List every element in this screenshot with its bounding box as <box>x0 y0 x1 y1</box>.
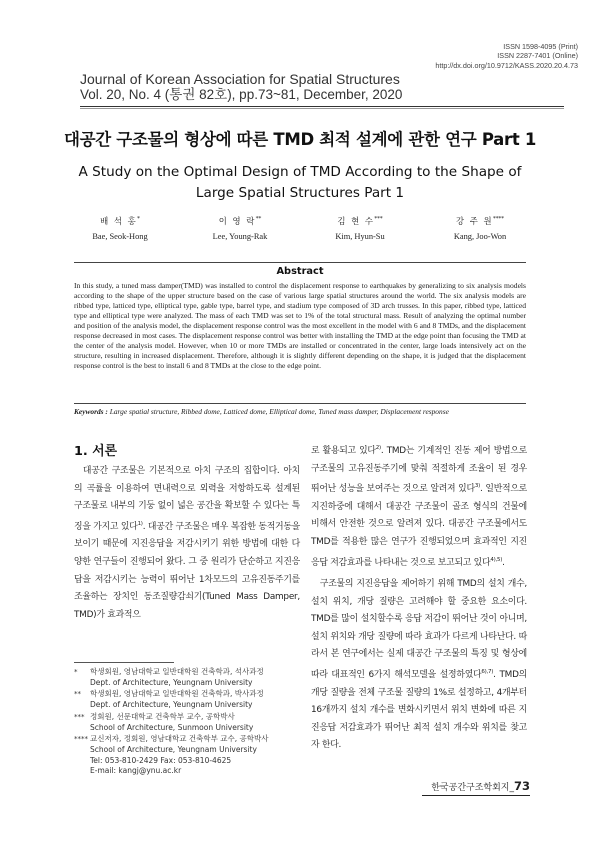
abstract-rule-bottom <box>74 403 526 404</box>
footnote-mark: * <box>74 668 78 676</box>
footnote-line: School of Architecture, Sunmoon University <box>90 722 254 732</box>
author-mark: **** <box>493 216 505 222</box>
footnote <box>74 689 300 710</box>
author-name-ko: 김 현 수 <box>337 215 375 226</box>
author-mark: * <box>137 216 140 222</box>
journal-volume: Vol. 20, No. 4 (통권 82호), pp.73~81, December, 2020 <box>80 87 403 102</box>
author-name-ko: 이 영 락 <box>218 215 256 226</box>
citation: 4),5) <box>490 556 503 563</box>
header-rule <box>80 106 564 107</box>
footer-journal: 한국공간구조학회지_ <box>431 783 514 793</box>
author-name-en: Bae, Seok-Hong <box>92 231 148 241</box>
footnote-line: Dept. of Architecture, Yeungnam University <box>90 677 253 687</box>
author-name-ko: 강 주 원 <box>455 215 494 226</box>
doi-link[interactable]: http://dx.doi.org/10.9712/KASS.2020.20.4.73 <box>435 60 578 70</box>
footnote-line: 정회원, 선문대학교 건축학부 교수, 공학박사 <box>90 711 235 721</box>
citation: 6),7) <box>481 669 494 676</box>
author-1 <box>60 213 180 243</box>
paragraph-text: . TMD는 기계적인 진동 제어 방법으로 구조물의 고유진동주기에 맞춰 적절하게 조율이 된 경우 뛰어난 성능을 보여주는 것으로 알려져 있다 <box>311 445 527 495</box>
paragraph <box>74 463 300 624</box>
keywords-label: Keywords : <box>74 407 110 416</box>
abstract-rule-top <box>74 262 526 263</box>
footnote <box>74 667 300 688</box>
author-mark: *** <box>374 216 383 222</box>
footnote-line: Dept. of Architecture, Yeungnam University <box>90 700 253 710</box>
paragraph-text: . 일반적으로 지진하중에 대해서 대공간 구조물이 골조 형식의 건물에 비해서 안전한 것으로 알려져 있다. 대공간 구조물에서도 TMD를 적용한 많은 연구가 진행되었으며 효과적인 지진응답 저감효과를 나타내는 것으로 보고되고 있다 <box>311 484 527 568</box>
footnotes <box>74 667 300 778</box>
keywords-text: Large spatial structure, Ribbed dome, Latticed dome, Elliptical dome, Tuned mass damper, Displacement response <box>109 407 449 416</box>
footnote-mark: ** <box>74 690 81 699</box>
title-korean: 대공간 구조물의 형상에 따른 TMD 최적 설계에 관한 연구 Part 1 <box>63 130 537 149</box>
footnote-line: 교신저자, 정회원, 영남대학교 건축학부 교수, 공학박사 <box>90 734 269 744</box>
author-4 <box>420 213 540 243</box>
footnote-rule <box>74 662 174 663</box>
header-rule-thin <box>80 108 564 109</box>
footnote-line: School of Architecture, Yeungnam University <box>90 744 257 754</box>
paragraph <box>311 576 527 755</box>
page-footer <box>431 779 530 793</box>
author-mark: ** <box>255 216 262 222</box>
paragraph: 로 활용되고 있다$^{2)}$. TMD는 기계적인 진동 제어 방법으로 구조물의 고유진동주기에 맞춰 적절하게 조율이 된 경우 뛰어난 성능을 보여주는 것으로 알려져 있다$^{3)}$. 일반적으로 지진하중에 대해서 대공간 구조물이 골조 형식의 건물에 비해서 안전한 것으로 알려져 있다. 대공간 구조물에서도 TMD를 적용한 많은 연구가 진행되었으며 효과적인 지진응답 저감효과를 나타내는 것으로 보고되고 있다$^{4),5)}$. <box>311 445 527 568</box>
footnote-line: E-mail: kangj@ynu.ac.kr <box>90 766 182 776</box>
issn-print: ISSN 1598-4095 (Print) <box>503 42 578 51</box>
paragraph-text: 로 활용되고 있다 <box>311 445 376 456</box>
paragraph-text: . TMD의 개당 질량을 전체 구조물 질량의 1%로 설정하고, 4개부터 16개까지 설치 개수를 변화시키면서 위치 변화에 따른 지진응답 저감효과가 뛰어난 최적 설치 개수와 위치를 찾고자 한다. <box>311 670 527 751</box>
title-english: A Study on the Optimal Design of TMD According to the Shape of Large Spatial Structures Part 1 <box>78 164 522 201</box>
footnote <box>74 712 300 733</box>
citation: 1) <box>137 520 143 527</box>
section-heading: 1. 서론 <box>74 444 117 459</box>
footnote-mark: *** <box>74 712 85 721</box>
body-column-left <box>74 463 300 624</box>
footnote-line: Tel: 053-810-2429 Fax: 053-810-4625 <box>90 755 232 765</box>
author-name-ko: 배 석 홍 <box>100 215 138 226</box>
footnote-line: 학생회원, 영남대학교 일반대학원 건축학과, 석사과정 <box>90 667 264 676</box>
abstract-body: In this study, a tuned mass damper(TMD) was installed to control the displacement response to earthquakes by generalizing to six analysis models according to the shape of the upper structure based on the case of various large spatial structures around the world. The six analysis models are ribbed type, latticed type, elliptical type, gable type, barrel type, and stadium type composed of 3D arch trusses. In this paper, ribbed type, latticed type and elliptical type were analyzed. The mass of each TMD was set to 1% of the total structural mass. Result of analyzing the optimal number and position of the analysis model, the displacement response control was the most excellent in the model with 6 and 8 TMDs, and the displacement response decreased in most cases. The displacement response control was better with installing the TMD at the edge point than focusing the TMD at the center of the analysis model. However, when 10 or more TMDs are installed or concentrated in the center, large loads intensively act on the structure, resulting in increased displacement. Therefore, although it is slightly different depending on the shape, it is judged that the displacement response control is the best to install 6 and 8 TMDs at the close to the edge point. <box>74 281 526 370</box>
footnote <box>74 734 300 777</box>
author-name-en: Kang, Joo-Won <box>453 231 507 241</box>
author-name-en: Lee, Young-Rak <box>212 231 268 241</box>
citation: 3) <box>474 483 480 490</box>
paragraph-text: . 대공간 구조물은 매우 복잡한 동적거동을 보이기 때문에 지진응답을 저감시키기 위한 방법에 대한 다양한 연구들이 진행되어 왔다. 그 중 원리가 단순하고 지진응답을 저감시키는 능력이 뛰어난 1차모드의 고유진동주기를 조율하는 장치인 동조질량감쇠기(Tuned Mass Damper, TMD)가 효과적으 <box>74 521 301 620</box>
paragraph-text: 대공간 구조물은 기본적으로 아치 구조의 집합이다. 아치의 곡률을 이용하여 면내력으로 외력을 저항하도록 설계된 구조물로 내부의 기둥 없이 넓은 공간을 확보할 수 있다는 특징을 가지고 있다 <box>74 466 300 532</box>
footer-rule <box>422 795 530 796</box>
journal-name: Journal of Korean Association for Spatial Structures <box>80 71 400 87</box>
author-2 <box>180 213 300 243</box>
author-3 <box>300 213 420 243</box>
citation: 2) <box>375 445 381 451</box>
paragraph-text: 구조물의 지진응답을 제어하기 위해 TMD의 설치 개수, 설치 위치, 개당 질량은 고려해야 할 중요한 요소이다. TMD를 많이 설치할수록 응답 저감이 뛰어난 것이 아니며, 설치 위치와 개당 질량에 따라 효과가 다르게 나타난다. 따라서 본 연구에서는 실제 대공간 구조물의 특징 및 형상에 따라 대표적인 6가지 해석모델을 설정하였다 <box>311 579 527 680</box>
issn-block <box>435 42 578 70</box>
abstract-heading: Abstract <box>276 266 324 277</box>
footnote-mark: **** <box>74 735 88 744</box>
issn-online: ISSN 2287-7401 (Online) <box>497 51 578 61</box>
body-column-right <box>311 440 527 755</box>
author-name-en: Kim, Hyun-Su <box>335 231 385 241</box>
author-list <box>60 213 540 243</box>
footnote-line: 학생회원, 영남대학교 일반대학원 건축학과, 박사과정 <box>90 689 264 699</box>
keywords <box>74 407 526 417</box>
page-number: 73 <box>513 779 530 793</box>
journal-header <box>80 71 402 103</box>
